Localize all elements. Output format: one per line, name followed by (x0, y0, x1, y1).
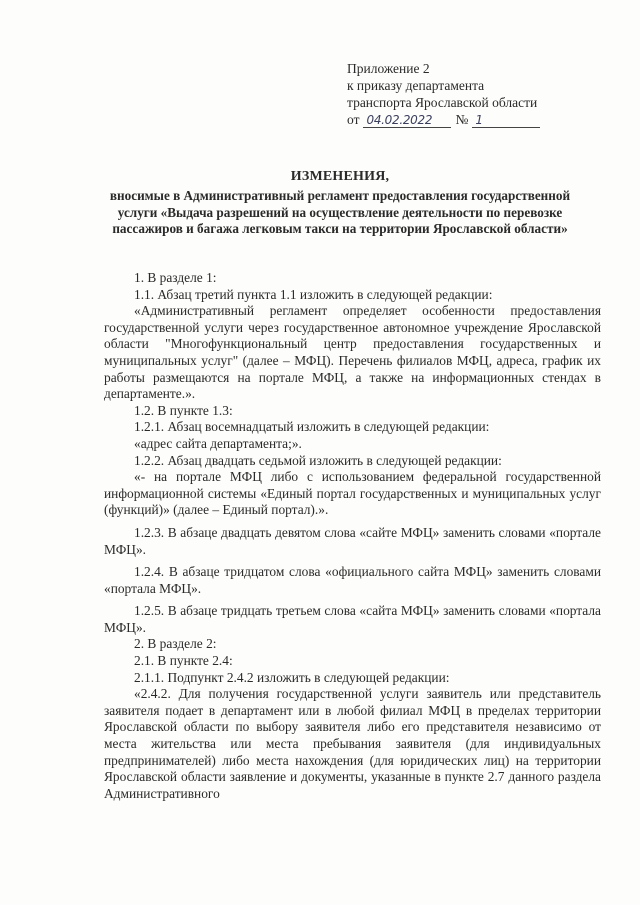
paragraph-1: 1. В разделе 1: (134, 270, 217, 285)
paragraph-5: 1.2.1. Абзац восемнадцатый изложить в следующей редакции: (134, 419, 490, 435)
paragraph-2: 1.1. Абзац третий пункта 1.1 изложить в следующей редакции: (134, 286, 493, 302)
appendix-line-3: транспорта Ярославской области (347, 95, 538, 110)
paragraph-9: 1.2.3. В абзаце двадцать девятом слова «сайте МФЦ» заменить словами «портале МФЦ». (104, 524, 601, 557)
paragraph-4: 1.2. В пункте 1.3: (134, 402, 233, 418)
paragraph-13: 2.1. В пункте 2.4: (134, 653, 233, 669)
paragraph-11: 1.2.5. В абзаце тридцать третьем слова «сайта МФЦ» заменить словами «портала МФЦ». (104, 603, 601, 635)
paragraph-12: 2. В разделе 2: (134, 636, 217, 652)
handwritten-number: 1 (472, 113, 540, 128)
date-prefix: от (347, 112, 360, 127)
document-heading (100, 168, 580, 238)
paragraph-7: 1.2.2. Абзац двадцать седьмой изложить в следующей редакции: (134, 452, 502, 468)
appendix-line-2: к приказу департамента (347, 78, 485, 93)
heading-subtitle: вносимые в Административный регламент предоставления государственной услуги «Выдача разрешений на осуществление деятельности по перевозке пассажиров и багажа легковым такси на территории Ярославской области» (109, 188, 571, 236)
number-prefix: № (455, 112, 469, 127)
document-body (104, 270, 601, 802)
paragraph-10: 1.2.4. В абзаце тридцатом слова «официального сайта МФЦ» заменить словами «портала МФЦ». (104, 564, 601, 596)
paragraph-15: «2.4.2. Для получения государственной услуги заявитель или представитель заявителя подает в департамент или в любой филиал МФЦ в пределах территории Ярославской области по выбору заявителя либо его представителя независимо от места жительства или места пребывания заявителя (для индивидуальных предпринимателей) либо места нахождения (для юридических лиц) на территории Ярославской области заявление и документы, указанные в пункте 2.7 данного раздела Административного (104, 686, 601, 801)
appendix-date-number-line (347, 111, 607, 128)
paragraph-3: «Административный регламент определяет особенности предоставления государственной услуги через государственное автономное учреждение Ярославской области "Многофункциональный центр предоставления государственных и муниципальных услуг" (далее – МФЦ). Перечень филиалов МФЦ, адреса, график их работы размещаются на портале МФЦ, а также на информационных стендах в департаменте.». (104, 303, 601, 402)
heading-title: ИЗМЕНЕНИЯ, (290, 169, 390, 184)
paragraph-8: «- на портале МФЦ либо с использованием федеральной государственной информационной системы «Единый портал государственных и муниципальных услуг (функций)» (далее – Единый портал).». (104, 469, 601, 518)
paragraph-14: 2.1.1. Подпункт 2.4.2 изложить в следующей редакции: (134, 669, 450, 685)
appendix-line-1: Приложение 2 (347, 61, 430, 76)
handwritten-date: 04.02.2022 (363, 113, 451, 128)
appendix-block (347, 60, 607, 128)
paragraph-6: «адрес сайта департамента;». (134, 435, 302, 451)
